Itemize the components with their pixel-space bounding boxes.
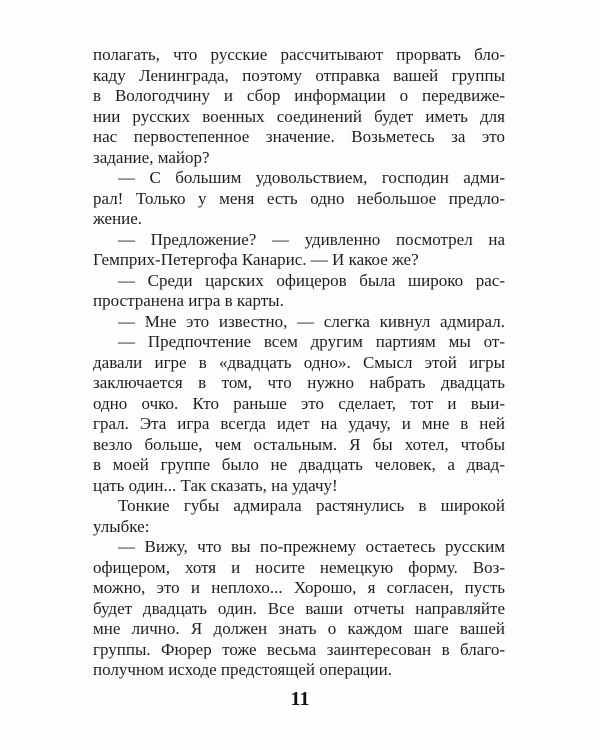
text-line: мне лично. Я должен знать о каждом шаге вашей (93, 619, 505, 638)
text-line: будет двадцать один. Все ваши отчеты направляйте (93, 598, 505, 618)
text-line: везло больше, чем остальным. Я бы хотел, чтобы (93, 434, 505, 454)
text-line: группы. Фюрер тоже весьма заинтересован в благо- (93, 639, 505, 659)
text-line: Гемприх-Петергофа Канарис. — И какое же? (93, 250, 419, 269)
text-line: цать один... Так сказать, на удачу! (93, 475, 338, 495)
text-line: нас первостепенное значение. Возьметесь за это (93, 127, 505, 146)
text-line: — С большим удовольствием, господин адми- (118, 168, 505, 187)
text-line: Тонкие губы адмирала растянулись в широкой (118, 496, 505, 515)
page-number: 11 (290, 688, 310, 710)
text-line: можно, это и неплохо... Хорошо, я согласен, пусть (93, 578, 505, 597)
text-line: жение. (93, 209, 143, 228)
text-line: в Вологодчину и сбор информации о передвиже- (93, 86, 505, 105)
text-line: улыбке: (93, 516, 150, 536)
text-line: каду Ленинграда, поэтому отправка вашей группы (93, 65, 505, 85)
text-line: рал! Только у меня есть одно небольшое предло- (93, 188, 505, 208)
text-line: офицером, хотя и носите немецкую форму. Воз- (93, 557, 505, 577)
text-line: — Вижу, что вы по-прежнему остаетесь русским (118, 537, 505, 556)
text-line: получном исходе предстоящей операции. (93, 660, 392, 679)
text-line: — Среди царских офицеров была широко рас- (118, 270, 505, 290)
text-line: — Предложение? — удивленно посмотрел на (118, 229, 505, 249)
text-line: давали игре в «двадцать одно». Смысл этой игры (93, 352, 505, 372)
text-line: задание, майор? (93, 147, 210, 167)
text-line: грал. Эта игра всегда идет на удачу, и мне в ней (93, 414, 505, 433)
text-line: пространена игра в карты. (93, 291, 284, 310)
text-line: одно очко. Кто раньше это сделает, тот и выи- (93, 393, 505, 413)
text-line: в моей группе было не двадцать человек, а двад- (93, 455, 505, 474)
text-line: полагать, что русские рассчитывают прорвать бло- (93, 45, 505, 64)
body-text (93, 45, 505, 681)
text-line: нии русских военных соединений будет иметь для (93, 106, 505, 126)
text-line: — Мне это известно, — слегка кивнул адмирал. (118, 311, 505, 331)
text-line: — Предпочтение всем другим партиям мы от- (118, 332, 505, 351)
text-line: заключается в том, что нужно набрать двадцать (93, 373, 505, 392)
